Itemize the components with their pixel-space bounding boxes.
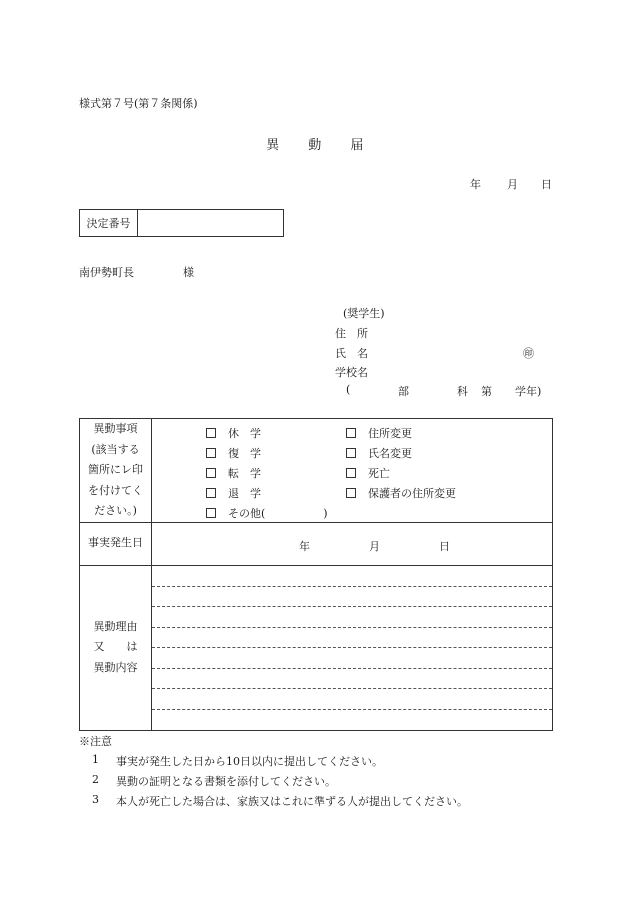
note-2-text: 異動の証明となる書類を添付してください。 [116, 775, 336, 788]
reason-line-3: 異動内容 [93, 660, 138, 674]
ruled-line [152, 586, 552, 587]
option-guardian-address-change[interactable] [346, 485, 456, 501]
option-label: 休 学 [228, 427, 261, 441]
label-line-2: (該当する [91, 442, 140, 456]
label-line-1: 異動事項 [93, 422, 138, 435]
seal-mark: ㊞ [523, 347, 534, 360]
change-table [79, 418, 553, 731]
ruled-line [152, 627, 552, 628]
name-label: 氏 名 [335, 347, 368, 360]
dept-label: 部 [398, 385, 409, 398]
option-leave[interactable] [206, 425, 261, 441]
option-label: 死亡 [368, 467, 390, 481]
title-char-3: 届 [350, 138, 364, 153]
change-items-options [152, 419, 553, 523]
ruled-line [152, 709, 552, 710]
note-1-number: 1 [92, 753, 99, 766]
other-close-paren: ) [323, 507, 328, 521]
school-open-paren: ( [346, 383, 351, 396]
decision-number-label: 決定番号 [80, 210, 138, 236]
fact-day-label: 日 [439, 539, 450, 553]
checkbox-icon[interactable] [346, 448, 356, 458]
fact-month-label: 月 [369, 539, 380, 553]
option-address-change[interactable] [346, 425, 412, 441]
checkbox-icon[interactable] [206, 428, 216, 438]
fact-date-field[interactable] [152, 522, 553, 565]
change-items-label [80, 419, 152, 523]
option-death[interactable] [346, 465, 390, 481]
decision-number-field[interactable] [138, 210, 283, 236]
ruled-line [152, 688, 552, 689]
fact-year-label: 年 [299, 539, 310, 553]
school-label: 学校名 [335, 366, 368, 379]
label-line-3: 箇所にレ印 [88, 463, 143, 476]
ruled-line [152, 647, 552, 648]
option-label: 保護者の住所変更 [368, 487, 456, 501]
page-title [0, 134, 630, 153]
note-3-number: 3 [92, 793, 99, 806]
addressee-name: 南伊勢町長 [79, 266, 134, 279]
note-2-number: 2 [92, 773, 99, 786]
option-label: 氏名変更 [368, 447, 412, 461]
applicant-heading: (奨学生) [343, 307, 385, 320]
notes-heading: ※注意 [79, 735, 112, 748]
option-label: その他( [228, 507, 266, 521]
reason-field[interactable] [152, 565, 553, 730]
checkbox-icon[interactable] [206, 448, 216, 458]
option-label: 復 学 [228, 447, 261, 461]
option-transfer[interactable] [206, 465, 261, 481]
option-name-change[interactable] [346, 445, 412, 461]
option-label: 転 学 [228, 467, 261, 481]
date-month-label: 月 [507, 178, 518, 191]
option-withdraw[interactable] [206, 485, 261, 501]
title-char-2: 動 [308, 138, 322, 153]
addressee-honorific: 様 [183, 266, 194, 279]
note-3-text: 本人が死亡した場合は、家族又はこれに準ずる人が提出してください。 [116, 795, 468, 808]
checkbox-icon[interactable] [346, 468, 356, 478]
fact-date-label: 事実発生日 [80, 522, 152, 565]
address-label: 住 所 [335, 327, 368, 340]
option-return[interactable] [206, 445, 261, 461]
note-1-text: 事実が発生した日から10日以内に提出してください。 [116, 755, 383, 768]
form-number: 様式第７号(第７条関係) [79, 97, 198, 110]
ruled-line [152, 606, 552, 607]
course-label: 科 [457, 385, 468, 398]
option-other[interactable] [206, 505, 328, 521]
ruled-line [152, 668, 552, 669]
option-label: 退 学 [228, 487, 261, 501]
date-year-label: 年 [470, 178, 481, 191]
reason-label [80, 565, 152, 730]
grade-label: 学年) [515, 385, 542, 398]
reason-line-1: 異動理由 [93, 619, 138, 633]
checkbox-icon[interactable] [346, 488, 356, 498]
date-day-label: 日 [541, 178, 552, 191]
checkbox-icon[interactable] [206, 488, 216, 498]
checkbox-icon[interactable] [206, 468, 216, 478]
checkbox-icon[interactable] [346, 428, 356, 438]
title-char-1: 異 [266, 138, 280, 153]
option-label: 住所変更 [368, 427, 412, 441]
reason-line-2: 又 は [93, 640, 138, 654]
dai-label: 第 [481, 385, 492, 398]
checkbox-icon[interactable] [206, 508, 216, 518]
label-line-4: を付けてく [88, 483, 143, 497]
decision-number-box [79, 209, 284, 237]
label-line-5: ださい。) [94, 504, 137, 517]
